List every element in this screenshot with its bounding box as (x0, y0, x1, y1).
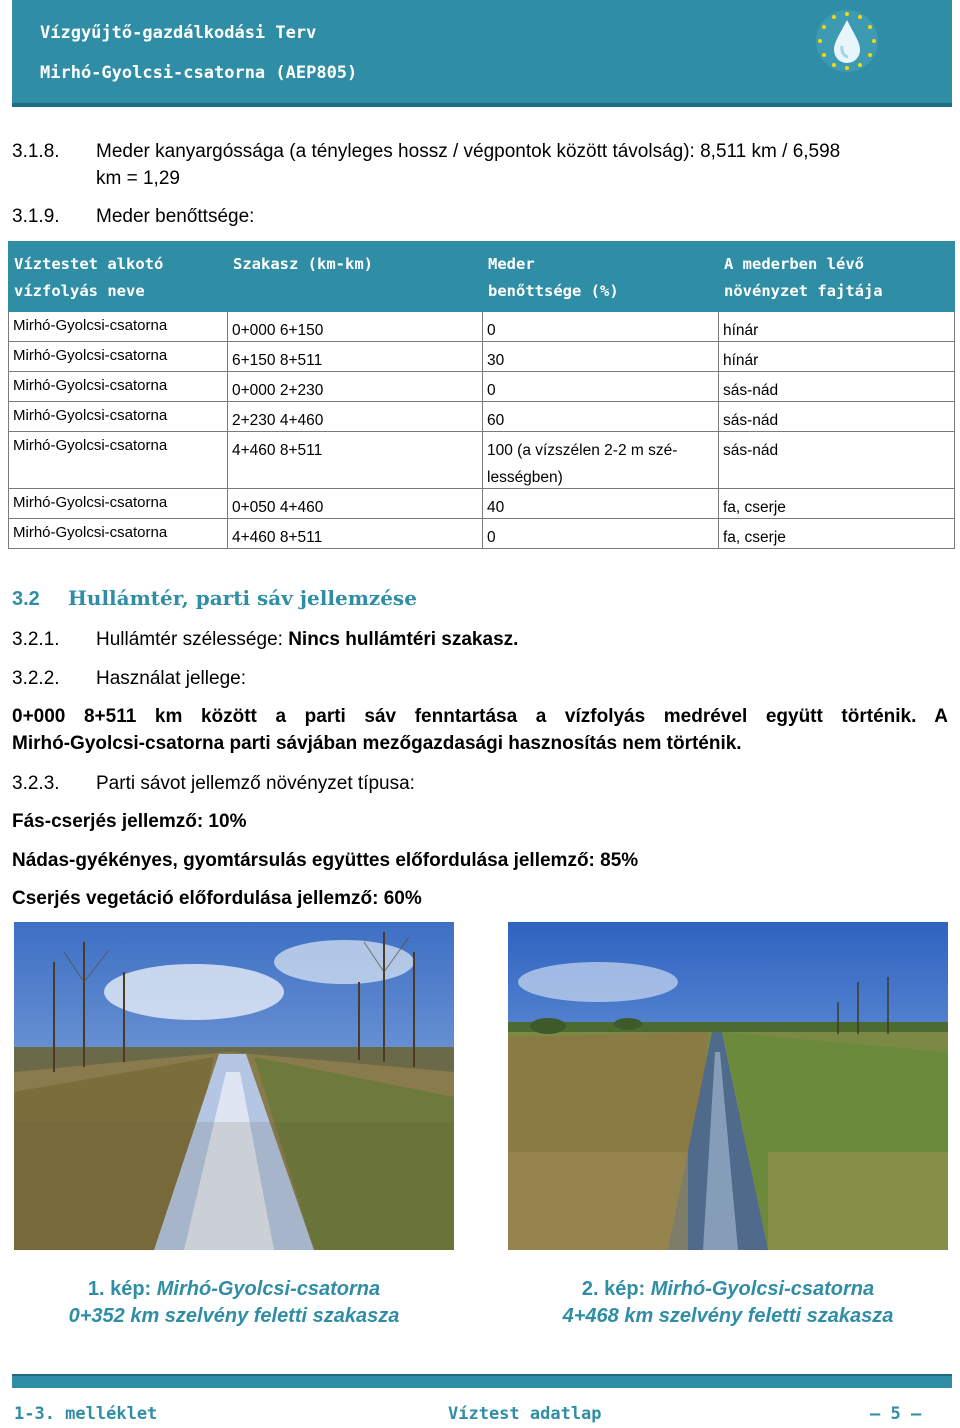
cell-coverage: 100 (a vízszélen 2-2 m szé- lességben) (483, 432, 719, 489)
header-cell-coverage: Meder benőttsége (%) (483, 242, 719, 312)
section-text: Meder benőttsége: (96, 206, 255, 227)
section-number: 3.1.9. (12, 206, 60, 227)
cell-vegetation: sás-nád (719, 402, 955, 432)
cell-section: 0+000 2+230 (228, 372, 483, 402)
caption-label: 1. kép: (87, 1278, 157, 1300)
cell-section: 0+050 4+460 (228, 489, 483, 519)
section-323 (12, 770, 415, 797)
cell-vegetation: fa, cserje (719, 519, 955, 549)
vegetation-item: Nádas-gyékényes, gyomtársulás együttes előfordulása jellemző: 85% (12, 850, 639, 871)
eu-water-drop-logo-icon (814, 8, 880, 74)
header-banner (12, 0, 952, 107)
cell-section: 4+460 8+511 (228, 519, 483, 549)
footer-page: — 5 — (870, 1404, 922, 1424)
section-number: 3.2 (12, 588, 40, 610)
cell-name: Mirhó-Gyolcsi-csatorna (9, 402, 228, 432)
canal-photo-image (508, 922, 948, 1250)
table-row (9, 489, 955, 519)
cell-name: Mirhó-Gyolcsi-csatorna (9, 312, 228, 342)
cell-coverage: 30 (483, 342, 719, 372)
section-number: 3.1.8. (12, 141, 60, 162)
cell-vegetation: hínár (719, 342, 955, 372)
section-319 (12, 203, 254, 230)
section-title: Hullámtér, parti sáv jellemzése (68, 586, 417, 610)
photo-2-caption (498, 1276, 958, 1330)
cell-vegetation: sás-nád (719, 372, 955, 402)
cell-name: Mirhó-Gyolcsi-csatorna (9, 519, 228, 549)
cell-vegetation: sás-nád (719, 432, 955, 489)
section-number: 3.2.1. (12, 629, 60, 650)
footer-center: Víztest adatlap (448, 1404, 602, 1424)
caption-line2: 4+468 km szelvény feletti szakasza (562, 1305, 894, 1327)
cell-vegetation: hínár (719, 312, 955, 342)
caption-name: Mirhó-Gyolcsi-csatorna (650, 1278, 875, 1300)
cell-section: 4+460 8+511 (228, 432, 483, 489)
cell-coverage: 0 (483, 372, 719, 402)
section-value: Nincs hullámtéri szakasz. (288, 629, 519, 650)
vegetation-item: Fás-cserjés jellemző: 10% (12, 811, 247, 832)
cell-name: Mirhó-Gyolcsi-csatorna (9, 432, 228, 489)
section-label: Hullámtér szélessége: (96, 629, 289, 650)
section-label: Parti sávot jellemző növényzet típusa: (96, 773, 415, 794)
caption-line2: 0+352 km szelvény feletti szakasza (68, 1305, 400, 1327)
table-row (9, 432, 955, 489)
table-row (9, 342, 955, 372)
section-number: 3.2.3. (12, 773, 60, 794)
footer-bar (12, 1374, 952, 1388)
photo-1-caption (4, 1276, 464, 1330)
section-321 (12, 626, 518, 653)
cell-section: 6+150 8+511 (228, 342, 483, 372)
cell-coverage: 40 (483, 489, 719, 519)
cell-vegetation: fa, cserje (719, 489, 955, 519)
section-318-cont: km = 1,29 (96, 168, 180, 189)
cell-coverage: 0 (483, 519, 719, 549)
photo-1 (14, 922, 454, 1250)
photo-2 (508, 922, 948, 1250)
section-318 (12, 138, 840, 165)
cell-section: 2+230 4+460 (228, 402, 483, 432)
cell-coverage: 0 (483, 312, 719, 342)
section-number: 3.2.2. (12, 668, 60, 689)
section-heading-32 (12, 586, 417, 611)
table-row (9, 519, 955, 549)
cell-section: 0+000 6+150 (228, 312, 483, 342)
vegetation-table (8, 241, 955, 549)
cell-coverage: 60 (483, 402, 719, 432)
section-322-body-line1: 0+000 8+511 km között a parti sáv fenntartása a vízfolyás medrével együtt történik. A (12, 706, 948, 727)
table-header-row (9, 242, 955, 312)
canal-photo-image (14, 922, 454, 1250)
vegetation-item: Cserjés vegetáció előfordulása jellemző: 60% (12, 888, 422, 909)
table-row (9, 372, 955, 402)
caption-name: Mirhó-Gyolcsi-csatorna (156, 1278, 381, 1300)
cell-name: Mirhó-Gyolcsi-csatorna (9, 342, 228, 372)
table-row (9, 312, 955, 342)
header-cell-section: Szakasz (km-km) (228, 242, 483, 312)
section-322 (12, 665, 246, 692)
cell-name: Mirhó-Gyolcsi-csatorna (9, 372, 228, 402)
section-label: Használat jellege: (96, 668, 246, 689)
cell-name: Mirhó-Gyolcsi-csatorna (9, 489, 228, 519)
header-cell-name: Víztestet alkotó vízfolyás neve (9, 242, 228, 312)
section-322-body-line2: Mirhó-Gyolcsi-csatorna parti sávjában mezőgazdasági hasznosítás nem történik. (12, 733, 742, 754)
footer-left: 1-3. melléklet (14, 1404, 158, 1424)
table-row (9, 402, 955, 432)
header-cell-vegetation: A mederben lévő növényzet fajtája (719, 242, 955, 312)
section-text: Meder kanyargóssága (a tényleges hossz / végpontok között távolság): 8,511 km / 6,598 (96, 141, 841, 162)
page-number: 5 (890, 1404, 901, 1424)
caption-label: 2. kép: (581, 1278, 651, 1300)
document-title: Vízgyűjtő-gazdálkodási Terv (40, 23, 317, 43)
document-subtitle: Mirhó-Gyolcsi-csatorna (AEP805) (40, 63, 358, 83)
